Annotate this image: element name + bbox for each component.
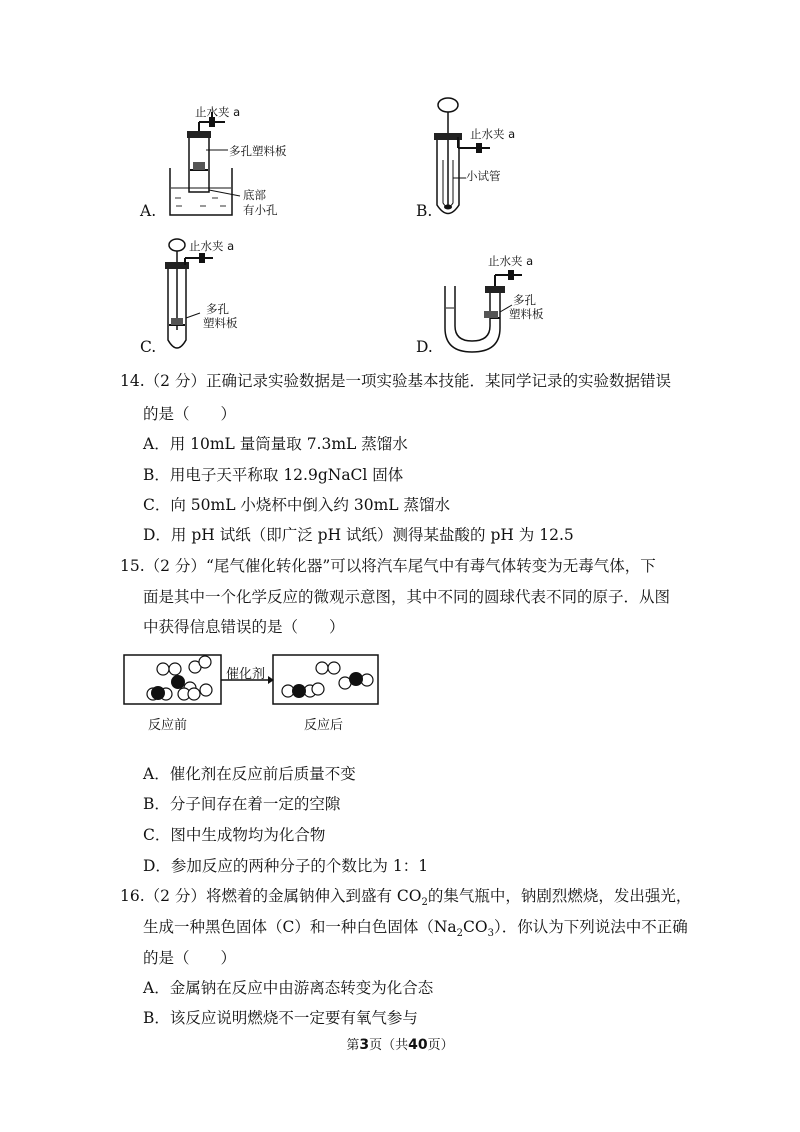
label-b-clamp: 止水夹 a xyxy=(470,127,516,141)
q16-option-b: B．该反应说明燃烧不一定要有氧气参与 xyxy=(143,1009,418,1027)
q16-option-a: A．金属钠在反应中由游离态转变为化合态 xyxy=(143,979,434,997)
q15-stem-line2: 面是其中一个化学反应的微观示意图，其中不同的圆球代表不同的原子．从图 xyxy=(143,588,671,606)
q16-stem-line1: 16.（2 分）将燃着的金属钠伸入到盛有 $CO_2$的集气瓶中，钠剧烈燃烧，发出强光， xyxy=(120,887,692,909)
option-letter-c: C. xyxy=(140,338,157,356)
label-a-clamp: 止水夹 a xyxy=(195,105,241,119)
q14-option-a: A．用 10mL 量筒量取 7.3mL 蒸馏水 xyxy=(143,435,408,453)
q14-stem-line1: 14.（2 分）正确记录实验数据是一项实验基本技能．某同学记录的实验数据错误 xyxy=(120,372,671,390)
q14-stem-line2: 的是（ ） xyxy=(143,405,237,423)
footer-total-pages: 40 xyxy=(408,1037,428,1053)
option-letter-b: B. xyxy=(416,202,433,220)
q15-option-b: B．分子间存在着一定的空隙 xyxy=(143,795,341,813)
label-a-plate: 多孔塑料板 xyxy=(229,144,287,158)
q14-option-c: C．向 50mL 小烧杯中倒入约 30mL 蒸馏水 xyxy=(143,496,450,514)
label-c-plate2: 塑料板 xyxy=(203,316,238,330)
option-letter-a: A. xyxy=(140,202,157,220)
label-c-plate1: 多孔 xyxy=(206,302,229,316)
q15-stem-line3: 中获得信息错误的是（ ） xyxy=(143,618,345,636)
label-b-small-tube: 小试管 xyxy=(466,169,501,183)
q15-stem-line1: 15.（2 分）“尾气催化转化器”可以将汽车尾气中有毒气体转变为无毒气体，下 xyxy=(120,557,656,575)
diagram-before-label: 反应前 xyxy=(148,718,188,733)
footer-page-number: 3 xyxy=(359,1037,370,1053)
label-d-plate2: 塑料板 xyxy=(509,307,544,321)
q14-option-d: D．用 pH 试纸（即广泛 pH 试纸）测得某盐酸的 pH 为 12.5 xyxy=(143,526,574,544)
q16-stem-line2: 生成一种黑色固体（C）和一种白色固体$(Na_2CO_3)$．你认为下列说法中不正确 xyxy=(143,918,688,940)
page-footer: 第3页（共40页） xyxy=(346,1037,454,1053)
q15-option-d: D．参加反应的两种分子的个数比为 1：1 xyxy=(143,857,429,875)
label-a-bottom1: 底部 xyxy=(243,188,266,202)
label-c-clamp: 止水夹 a xyxy=(189,239,235,253)
diagram-after-label: 反应后 xyxy=(304,718,344,733)
option-letter-d: D. xyxy=(416,338,433,356)
label-d-plate1: 多孔 xyxy=(513,293,536,307)
q15-option-a: A．催化剂在反应前后质量不变 xyxy=(143,765,356,783)
diagram-catalyst-label: 催化剂 xyxy=(226,667,266,682)
label-d-clamp: 止水夹 a xyxy=(488,254,534,268)
q14-option-b: B．用电子天平称取 12.9gNaCl 固体 xyxy=(143,466,404,484)
label-a-bottom2: 有小孔 xyxy=(243,203,278,217)
q16-stem-line3: 的是（ ） xyxy=(143,949,237,967)
q15-option-c: C．图中生成物均为化合物 xyxy=(143,826,326,844)
